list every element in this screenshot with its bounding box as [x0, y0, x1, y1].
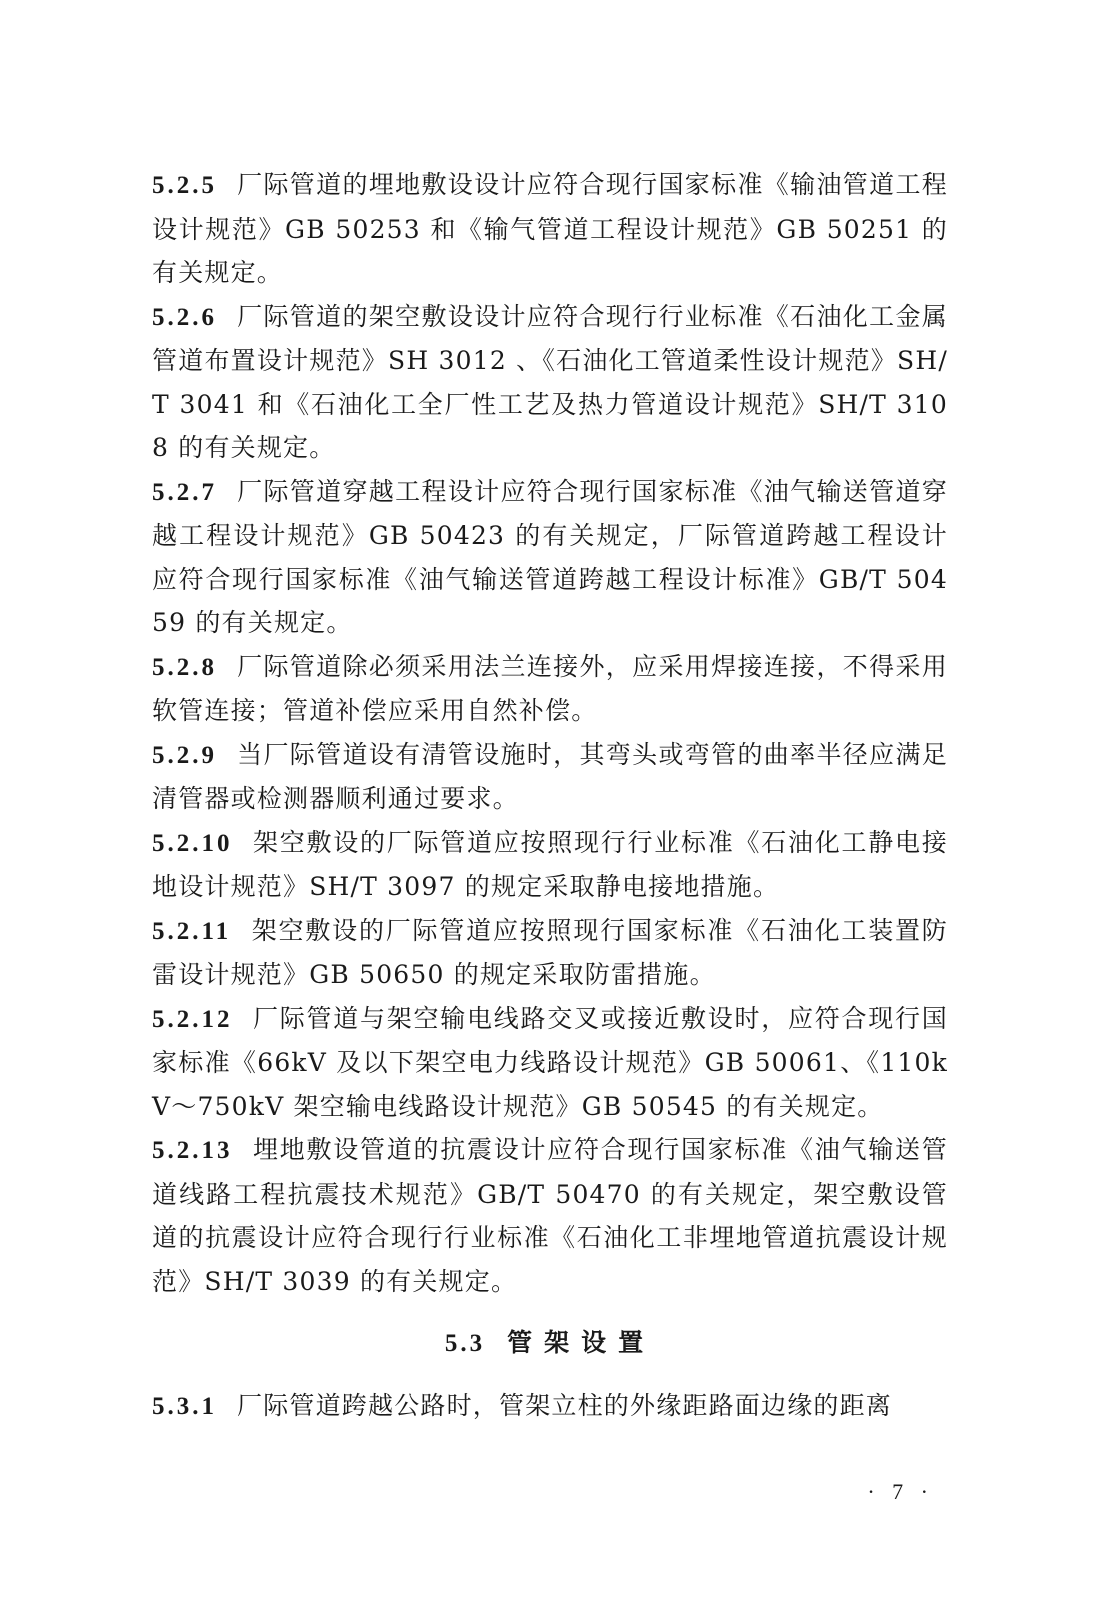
section-title: 管架设置 [507, 1328, 656, 1357]
clause-text: 当厂际管道设有清管设施时，其弯头或弯管的曲率半径应满足清管器或检测器顺利通过要求。 [152, 739, 948, 813]
clause-5-2-8 [152, 645, 948, 733]
clause-number: 5.2.9 [152, 741, 217, 769]
clause-text: 厂际管道的架空敷设设计应符合现行行业标准《石油化工金属管道布置设计规范》SH 3012 、《石油化工管道柔性设计规范》SH/T 3041 和《石油化工全厂性工艺及热力管道设计规范》SH/T 3108 的有关规定。 [152, 301, 948, 462]
clause-5-2-5 [152, 163, 948, 295]
clause-text: 厂际管道穿越工程设计应符合现行国家标准《油气输送管道穿越工程设计规范》GB 50423 的有关规定，厂际管道跨越工程设计应符合现行国家标准《油气输送管道跨越工程设计标准》GB/T 50459 的有关规定。 [152, 476, 948, 637]
clause-number: 5.2.13 [152, 1137, 233, 1164]
clause-5-2-9 [152, 733, 948, 821]
clause-text: 架空敷设的厂际管道应按照现行国家标准《石油化工装置防雷设计规范》GB 50650 的规定采取防雷措施。 [152, 915, 948, 989]
page-number: · 7 · [867, 1479, 934, 1504]
clause-number: 5.2.8 [152, 653, 217, 681]
section-heading [152, 1321, 948, 1366]
clause-number: 5.2.7 [152, 478, 217, 506]
clause-5-2-10 [152, 821, 948, 909]
page-content [152, 163, 948, 1428]
clause-5-2-11 [152, 909, 948, 997]
clause-number: 5.2.5 [152, 172, 217, 199]
clause-number: 5.2.11 [152, 917, 232, 945]
clause-text: 厂际管道的埋地敷设设计应符合现行国家标准《输油管道工程设计规范》GB 50253 和《输气管道工程设计规范》GB 50251 的有关规定。 [152, 170, 948, 287]
clause-5-2-12 [152, 997, 948, 1129]
clause-5-2-13 [152, 1128, 948, 1303]
clause-text: 厂际管道除必须采用法兰连接外，应采用焊接连接，不得采用软管连接；管道补偿应采用自然补偿。 [152, 651, 948, 725]
clause-number: 5.2.10 [152, 829, 233, 857]
clause-text: 埋地敷设管道的抗震设计应符合现行国家标准《油气输送管道线路工程抗震技术规范》GB/T 50470 的有关规定，架空敷设管道的抗震设计应符合现行行业标准《石油化工非埋地管道抗震设计规范》SH/T 3039 的有关规定。 [152, 1135, 948, 1296]
clause-5-2-7 [152, 470, 948, 645]
clause-text: 架空敷设的厂际管道应按照现行行业标准《石油化工静电接地设计规范》SH/T 3097 的规定采取静电接地措施。 [152, 827, 948, 901]
clause-number: 5.2.12 [152, 1005, 233, 1033]
clause-number: 5.3.1 [152, 1392, 217, 1420]
clause-text: 厂际管道与架空输电线路交叉或接近敷设时，应符合现行国家标准《66kV 及以下架空电力线路设计规范》GB 50061、《110kV～750kV 架空输电线路设计规范》GB 50545 的有关规定。 [152, 1003, 948, 1121]
section-number: 5.3 [444, 1330, 486, 1357]
clause-5-2-6 [152, 295, 948, 470]
clause-5-3-1 [152, 1384, 948, 1429]
clause-number: 5.2.6 [152, 303, 217, 331]
clause-text: 厂际管道跨越公路时，管架立柱的外缘距路面边缘的距离 [237, 1390, 893, 1420]
